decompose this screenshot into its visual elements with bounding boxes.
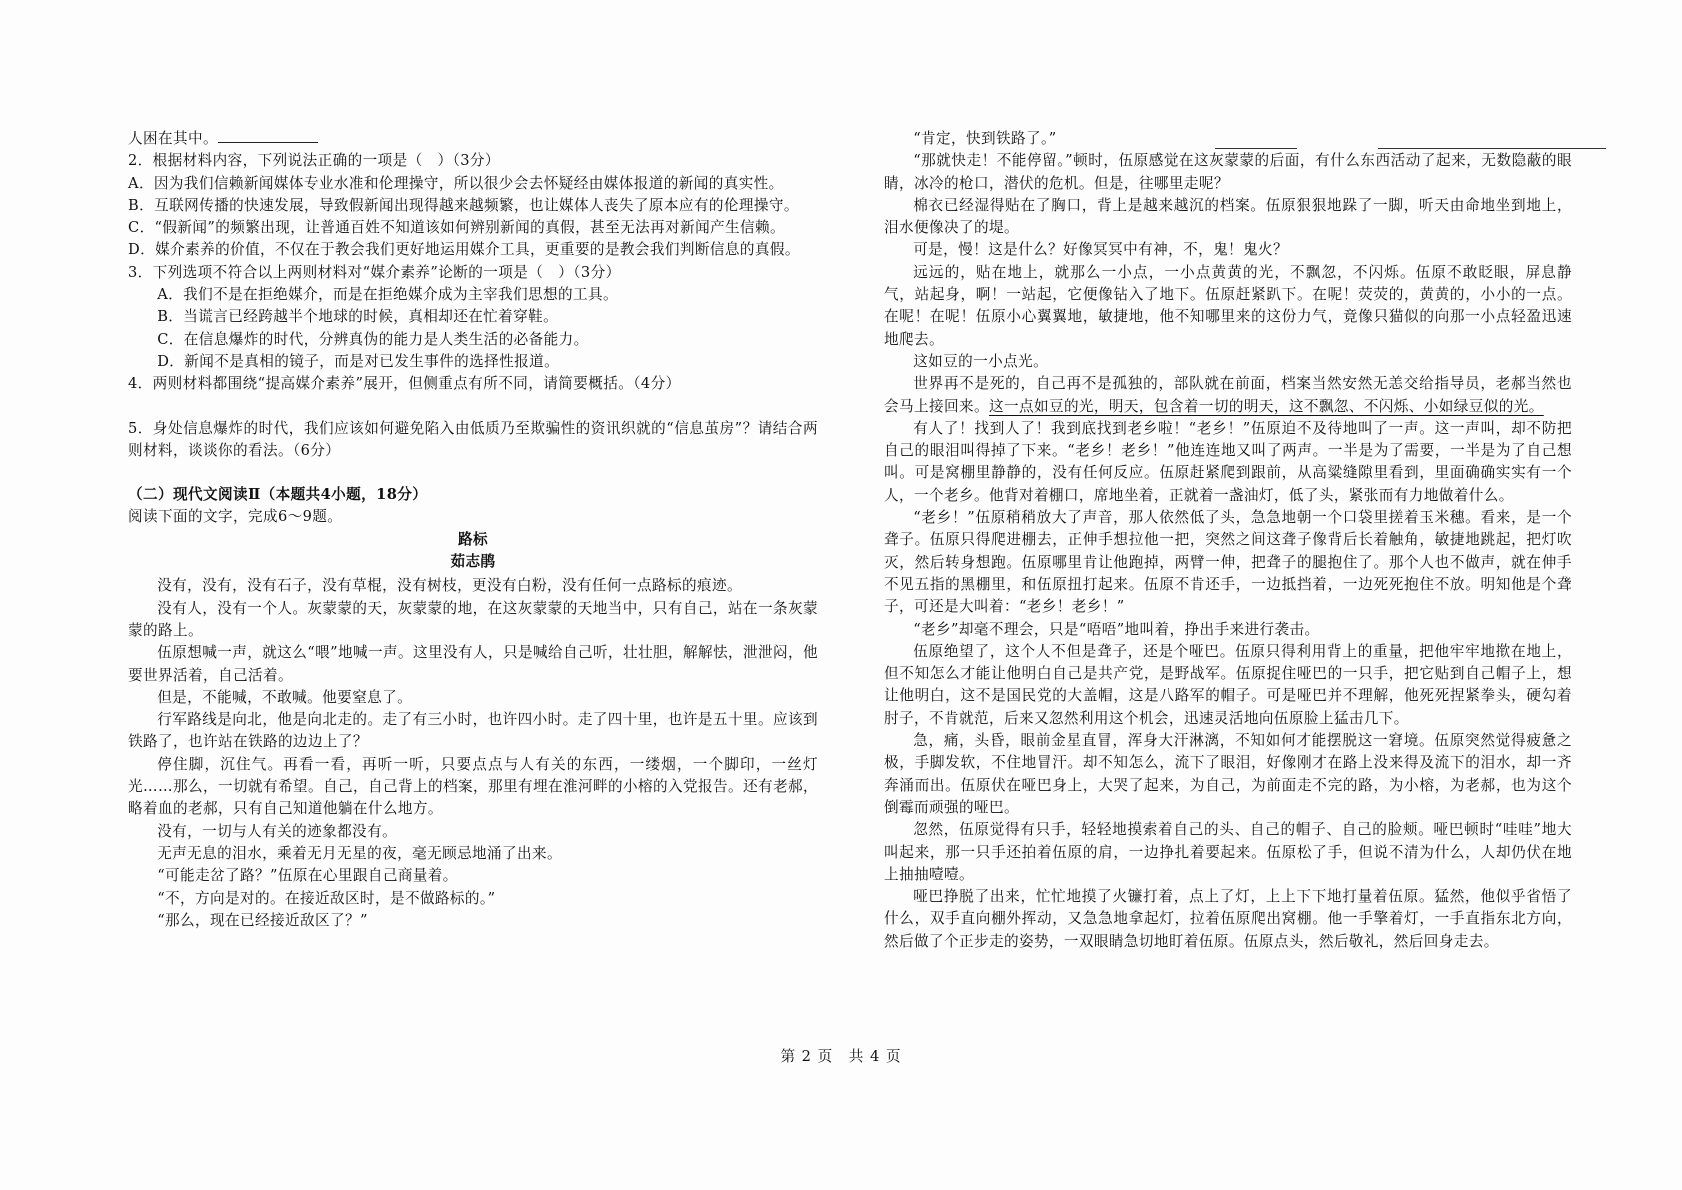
section-heading: （二）现代文阅读Ⅱ（本题共4小题，18分） <box>128 486 428 504</box>
q3-option-c: C．在信息爆炸的时代，分辨真伪的能力是人类生活的必备能力。 <box>157 330 589 348</box>
q1-tail: 人困在其中。 <box>128 128 818 150</box>
question-3: 3．下列选项不符合以上两则材料对“媒介素养”论断的一项是（ ）（3分） <box>128 263 621 281</box>
page-footer: 第 2 页 共 4 页 <box>780 1048 902 1065</box>
q2-option-c: C．“假新闻”的频繁出现，让普通百姓不知道该如何辨别新闻的真假，甚至无法再对新闻产生信赖。 <box>128 219 786 237</box>
story-paragraph: 急，痛，头昏，眼前金星直冒，浑身大汗淋漓，不知如何才能摆脱这一窘境。伍原突然觉得疲惫之极，手脚发软，不住地冒汗。却不知怎么，流下了眼泪，好像刚才在路上没来得及流下的泪水，却一齐奔涌而出。伍原伏在哑巴身上，大哭了起来，为自己，为前面走不完的路，为小榕，为老郝，也为这个倒霉而顽强的哑巴。 <box>884 732 1572 816</box>
story-paragraph: 行军路线是向北，他是向北走的。走了有三小时，也许四小时。走了四十里，也许是五十里。应该到铁路了，也许站在铁路的边边上了？ <box>128 711 818 751</box>
q2-option-d: D．媒介素养的价值，不仅在于教会我们更好地运用媒介工具，更重要的是教会我们判断信息的真假。 <box>128 241 800 259</box>
story-paragraph: “那么，现在已经接近敌区了？” <box>157 911 368 929</box>
left-column <box>128 128 818 932</box>
q2-option-a: A．因为我们信赖新闻媒体专业水准和伦理操守，所以很少会去怀疑经由媒体报道的新闻的真实性。 <box>128 174 784 192</box>
underlined-sentence: 这一点如豆的光，明天，包含着一切的明天，这不飘忽、不闪烁、小如绿豆似的光。 <box>988 397 1544 415</box>
story-paragraph: 伍原绝望了，这个人不但是聋子，还是个哑巴。伍原只得利用背上的重量，把他牢牢地揿在地上，但不知怎么才能让他明白自己是共产党，是野战军。伍原捉住哑巴的一只手，把它贴到自己帽子上，想让他明白，这不是国民党的大盖帽，这是八路军的帽子。可是哑巴并不理解，他死死捏紧拳头，硬勾着肘子，不肯就范，后来又忽然利用这个机会，迅速灵活地向伍原脸上猛击几下。 <box>884 642 1572 727</box>
q3-option-d: D．新闻不是真相的镜子，而是对已发生事件的选择性报道。 <box>157 352 560 370</box>
story-paragraph-underlined: 世界再不是死的，自己再不是孤独的，部队就在前面，档案当然安然无恙交给指导员，老郝当然也会马上接回来。这一点如豆的光，明天，包含着一切的明天，这不飘忽、不闪烁、小如绿豆似的光。 <box>884 375 1572 415</box>
story-author: 茹志鹃 <box>450 553 496 571</box>
q3-option-a: A．我们不是在拒绝媒介，而是在拒绝媒介成为主宰我们思想的工具。 <box>157 286 618 304</box>
answer-blank <box>218 141 318 143</box>
q3-option-b: B．当谎言已经跨越半个地球的时候，真相却还在忙着穿鞋。 <box>157 308 559 326</box>
story-paragraph: 这如豆的一小点光。 <box>913 352 1049 370</box>
story-paragraph: “那就快走！不能停留。”顿时，伍原感觉在这灰蒙蒙的后面，有什么东西活动了起来，无数隐蔽的眼睛，冰冷的枪口，潜伏的危机。但是，往哪里走呢？ <box>884 152 1572 192</box>
story-paragraph: “肯定，快到铁路了。” <box>913 130 1057 147</box>
question-2: 2．根据材料内容，下列说法正确的一项是（ ）（3分） <box>128 152 500 170</box>
story-paragraph: “可能走岔了路？”伍原在心里跟自己商量着。 <box>157 867 458 885</box>
story-paragraph: 忽然，伍原觉得有只手，轻轻地摸索着自己的头、自己的帽子、自己的脸颊。哑巴顿时“哇哇”地大叫起来，那一只手还拍着伍原的肩，一边挣扎着要起来。伍原松了手，但说不清为什么，人却仍伏在地上抽抽噎噎。 <box>884 821 1572 883</box>
story-paragraph: 哑巴挣脱了出来，忙忙地摸了火镰打着，点上了灯，上上下下地打量着伍原。猛然，他似乎省悟了什么，双手直向棚外挥动，又急急地拿起灯，拉着伍原爬出窝棚。他一手擎着灯，一手直指东北方向，然后做了个正步走的姿势，一双眼睛急切地盯着伍原。伍原点头，然后敬礼，然后回身走去。 <box>884 888 1572 950</box>
story-paragraph: “不，方向是对的。在接近敌区时，是不做路标的。” <box>157 889 496 907</box>
story-paragraph: 没有，没有，没有石子，没有草棍，没有树枝，更没有白粉，没有任何一点路标的痕迹。 <box>157 577 742 595</box>
story-paragraph: 远远的，贴在地上，就那么一小点，一小点黄黄的光，不飘忽，不闪烁。伍原不敢眨眼，屏息静气，站起身，啊！一站起，它便像钻入了地下。伍原赶紧趴下。在呢！荧荧的，黄黄的，小小的一点。在呢！在呢！伍原小心翼翼地，敏捷地，他不知哪里来的这份力气，竟像只猫似的向那一小点轻盈迅速地爬去。 <box>884 263 1572 348</box>
story-paragraph: 但是，不能喊，不敢喊。他要窒息了。 <box>157 688 413 706</box>
story-paragraph: 停住脚，沉住气。再看一看，再听一听，只要点点与人有关的东西，一缕烟，一个脚印，一丝灯光……那么，一切就有希望。自己，自己背上的档案，那里有埋在淮河畔的小榕的入党报告。还有老郝，略着血的老郝，只有自己知道他躺在什么地方。 <box>128 755 818 818</box>
story-paragraph: 没有，一切与人有关的迹象都没有。 <box>157 822 398 840</box>
question-4: 4．两则材料都围绕“提高媒介素养”展开，但侧重点有所不同，请简要概括。（4分） <box>128 375 681 393</box>
story-paragraph: 没有人，没有一个人。灰蒙蒙的天，灰蒙蒙的地，在这灰蒙蒙的天地当中，只有自己，站在一条灰蒙蒙的路上。 <box>128 599 818 639</box>
right-column <box>884 128 1572 953</box>
q2-option-b: B．互联网传播的快速发展，导致假新闻出现得越来越频繁，也让媒体人丧失了原本应有的伦理操守。 <box>128 196 799 214</box>
reading-instruction: 阅读下面的文字，完成6～9题。 <box>128 508 343 526</box>
story-paragraph: 无声无息的泪水，乘着无月无星的夜，毫无顾忌地涌了出来。 <box>157 844 563 862</box>
story-paragraph: “老乡”却毫不理会，只是“唔唔”地叫着，挣出手来进行袭击。 <box>913 620 1320 638</box>
story-paragraph: “老乡！”伍原稍稍放大了声音，那人依然低了头，急急地朝一个口袋里搓着玉米穗。看来，是一个聋子。伍原只得爬进棚去，正伸手想拉他一把，突然之间这聋子像背后长着触角，敏捷地跳起，把灯吹灭，然后转身想跑。伍原哪里肯让他跑掉，两臂一伸，把聋子的腿抱住了。那个人也不做声，就在伸手不见五指的黑棚里，和伍原扭打起来。伍原不肯还手，一边抵挡着，一边死死抱住不放。明知他是个聋子，可还是大叫着：“老乡！老乡！” <box>884 509 1572 616</box>
question-5: 5．身处信息爆炸的时代，我们应该如何避免陷入由低质乃至欺骗性的资讯织就的“信息茧房”？请结合两则材料，谈谈你的看法。（6分） <box>128 419 818 459</box>
story-paragraph: 可是，慢！这是什么？好像冥冥中有神，不，鬼！鬼火？ <box>913 241 1289 259</box>
story-paragraph: 棉衣已经湿得贴在了胸口，背上是越来越沉的档案。伍原狠狠地跺了一脚，听天由命地坐到地上，泪水便像决了的堤。 <box>884 196 1572 237</box>
story-paragraph: 伍原想喊一声，就这么“喂”地喊一声。这里没有人，只是喊给自己听，壮壮胆，解解怯，泄泄闷，他要世界活着，自己活着。 <box>128 644 818 684</box>
story-title: 路标 <box>458 530 488 548</box>
story-paragraph: 有人了！找到人了！我到底找到老乡啦！“老乡！”伍原迫不及待地叫了一声。这一声叫，却不防把自己的眼泪叫得掉了下来。“老乡！老乡！”他连连地又叫了两声。一半是为了需要，一半是为了自己想叫。可是窝棚里静静的，没有任何反应。伍原赶紧爬到跟前，从高粱缝隙里看到，里面确确实实有一个人，一个老乡。他背对着棚口，席地坐着，正就着一盏油灯，低了头，紧张而有力地做着什么。 <box>884 419 1572 504</box>
